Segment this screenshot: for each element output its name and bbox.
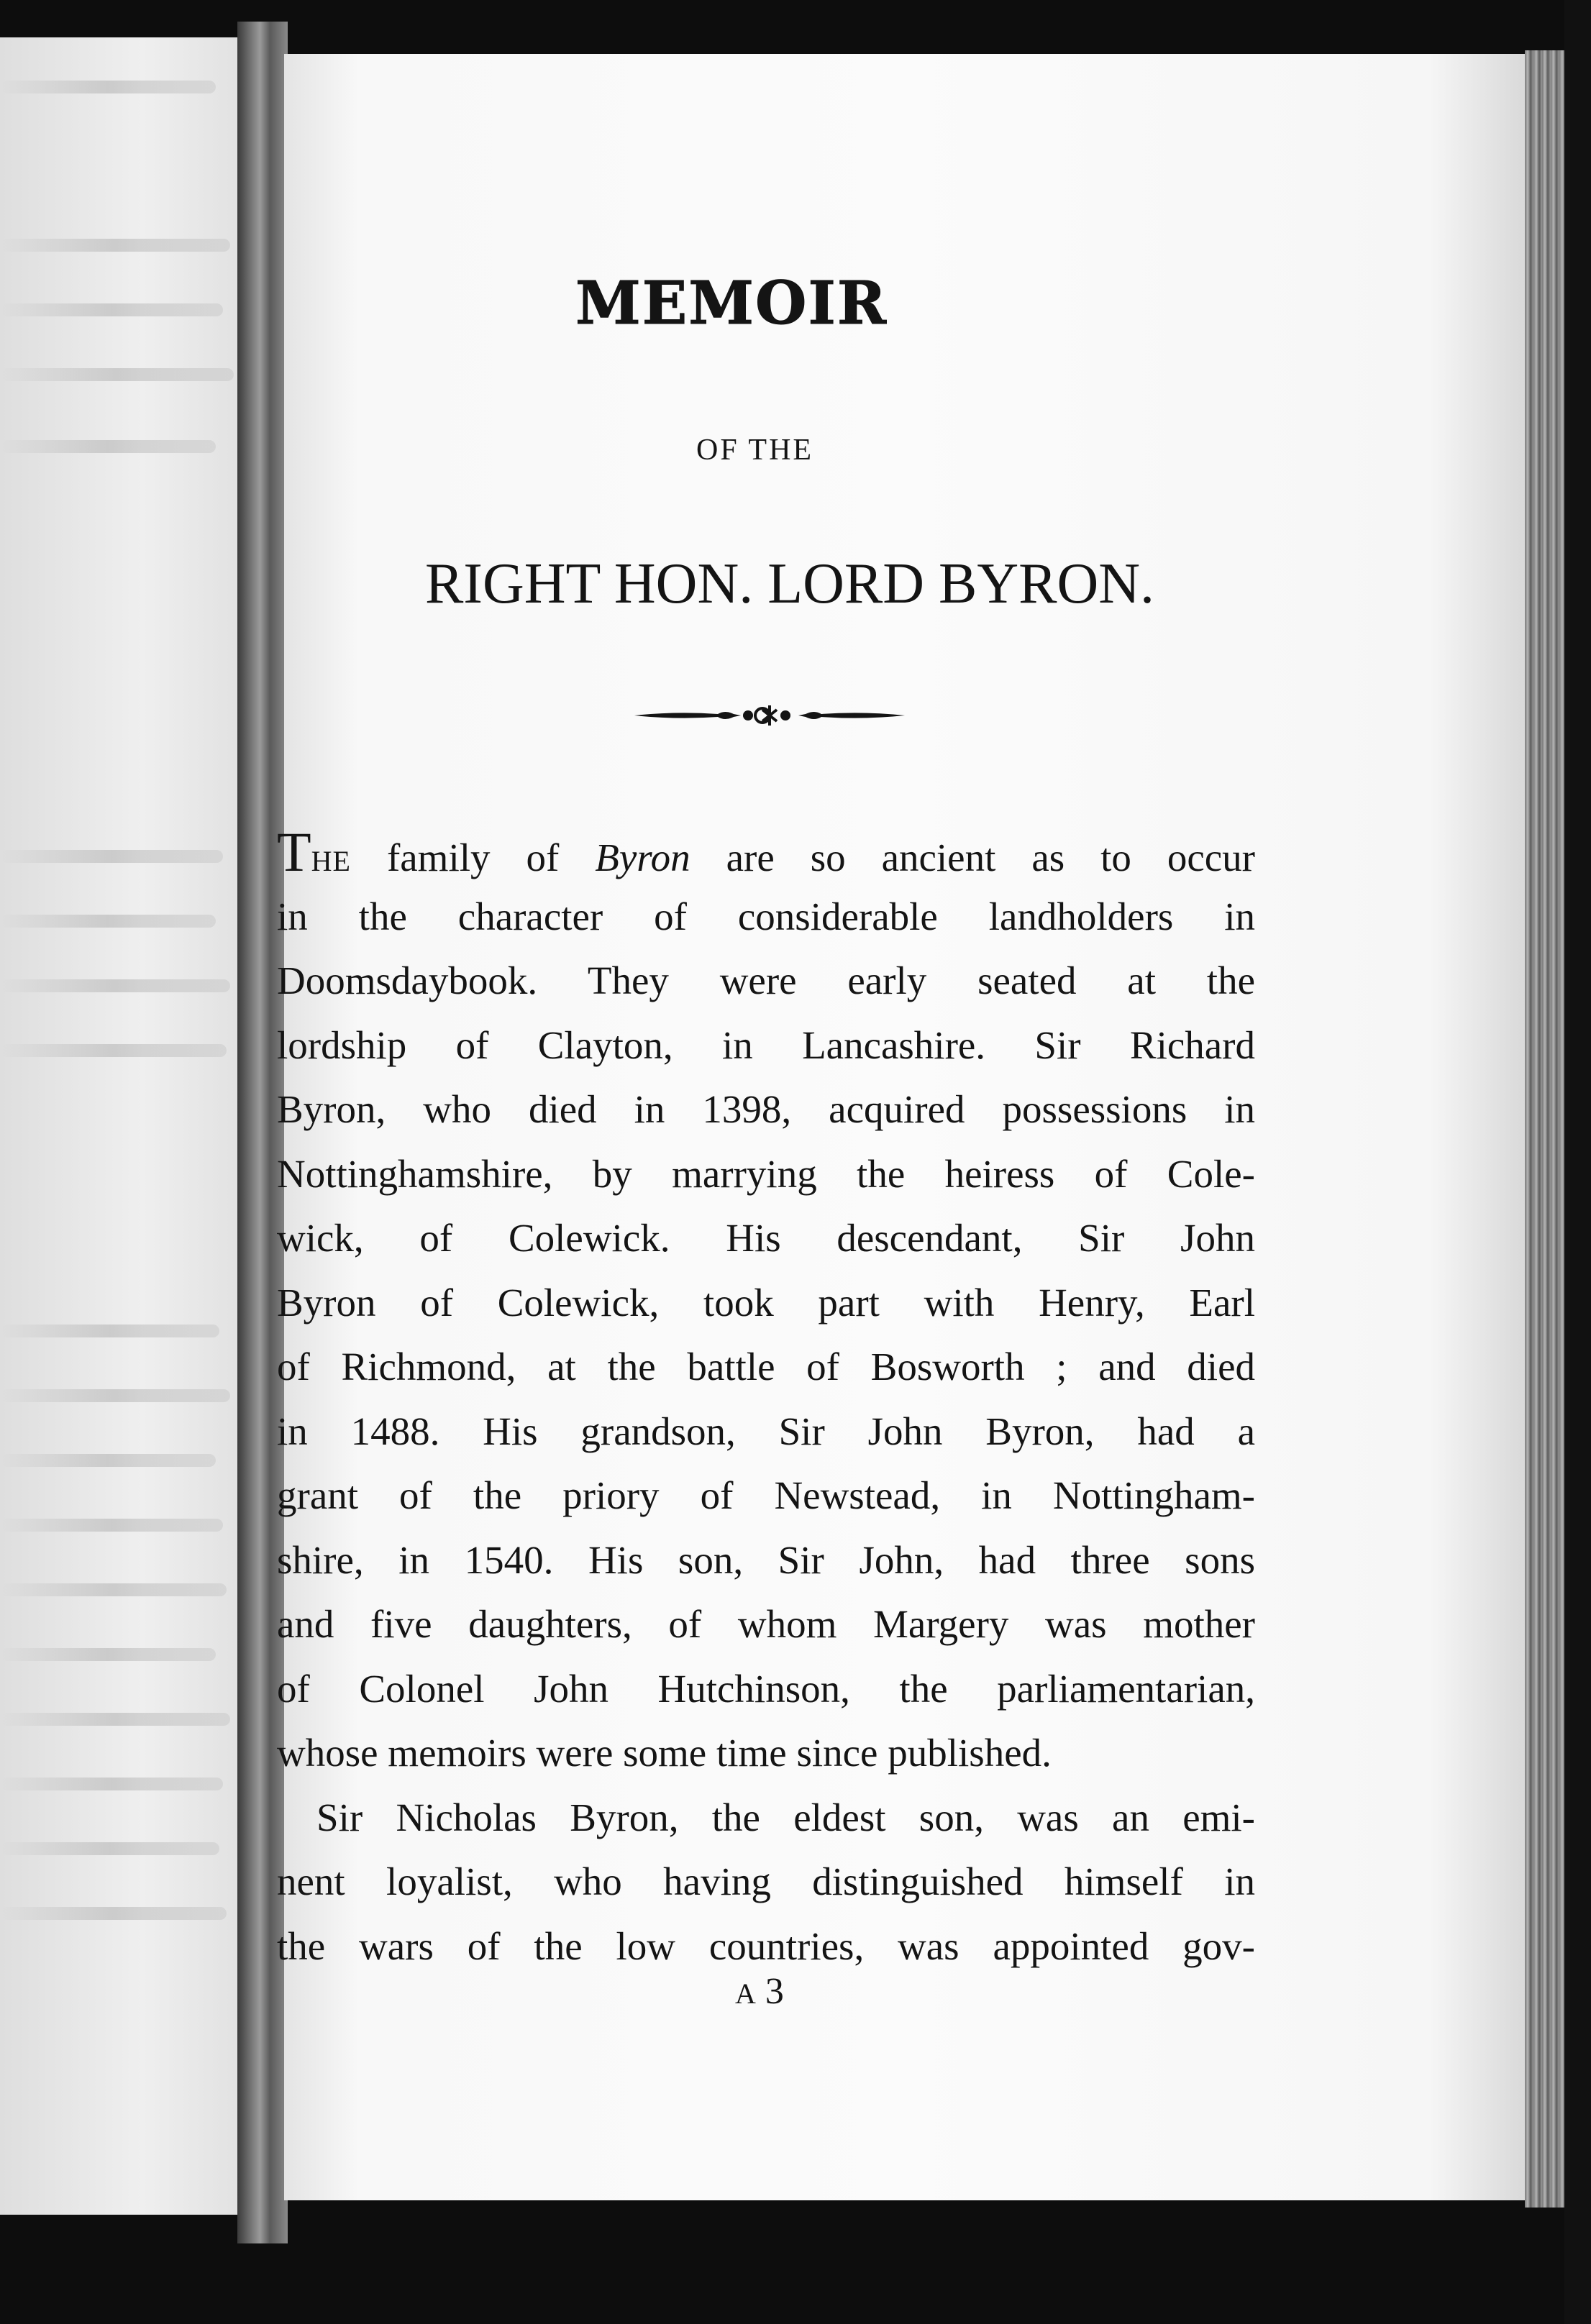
- text-line: shire, in 1540. His son, Sir John, had three sons: [277, 1537, 1255, 1582]
- text-line: [277, 820, 1255, 884]
- scan-border: [1564, 0, 1591, 2324]
- page-edges: [1525, 50, 1564, 2208]
- bleed-through-line: [0, 1648, 216, 1661]
- bleed-through-line: [0, 368, 234, 381]
- signature-number: 3: [765, 1971, 784, 2012]
- text-fragment: family of: [350, 836, 596, 879]
- signature-letter: A: [735, 1977, 756, 2010]
- body-text: [277, 820, 1255, 1978]
- facing-page: [0, 37, 237, 2215]
- text-line: Doomsdaybook. They were early seated at the: [277, 959, 1255, 1002]
- bleed-through-line: [0, 1389, 230, 1402]
- bleed-through-line: [0, 1583, 227, 1596]
- text-line: whose memoirs were some time since published.: [277, 1731, 1052, 1775]
- text-line: the wars of the low countries, was appointed gov-: [277, 1923, 1255, 1968]
- bleed-through-line: [0, 915, 216, 928]
- small-caps: HE: [311, 845, 351, 877]
- bleed-through-line: [0, 440, 216, 453]
- page-title: MEMOIR: [575, 269, 888, 338]
- bleed-through-line: [0, 1325, 219, 1337]
- bleed-through-line: [0, 1454, 216, 1467]
- page-subject: RIGHT HON. LORD BYRON.: [424, 552, 1155, 616]
- bleed-through-line: [0, 1044, 227, 1057]
- bleed-through-line: [0, 1842, 219, 1855]
- text-fragment: are so ancient as to occur: [690, 836, 1255, 879]
- bleed-through-line: [0, 1713, 230, 1726]
- drop-cap: T: [277, 820, 311, 883]
- text-line: of Colonel John Hutchinson, the parliamentarian,: [277, 1666, 1255, 1711]
- text-line: Sir Nicholas Byron, the eldest son, was an emi-: [316, 1795, 1255, 1839]
- bleed-through-line: [0, 1519, 223, 1532]
- text-line: nent loyalist, who having distinguished himself in: [277, 1859, 1255, 1903]
- bleed-through-line: [0, 1907, 227, 1920]
- text-line: lordship of Clayton, in Lancashire. Sir Richard: [277, 1023, 1255, 1067]
- bleed-through-line: [0, 850, 223, 863]
- page-subtitle: OF THE: [696, 434, 814, 467]
- text-line: wick, of Colewick. His descendant, Sir John: [277, 1216, 1255, 1260]
- text-line: Nottinghamshire, by marrying the heiress of Cole-: [277, 1151, 1255, 1196]
- text-line: in 1488. His grandson, Sir John Byron, had a: [277, 1409, 1255, 1453]
- bleed-through-line: [0, 239, 230, 252]
- text-line: in the character of considerable landholders in: [277, 894, 1255, 938]
- italic-name: Byron: [595, 836, 690, 879]
- ornament-divider-icon: [633, 701, 906, 730]
- bleed-through-line: [0, 979, 230, 992]
- text-line: of Richmond, at the battle of Bosworth ; and died: [277, 1345, 1255, 1389]
- text-line: grant of the priory of Newstead, in Nottingham-: [277, 1473, 1255, 1517]
- text-line: Byron, who died in 1398, acquired possessions in: [277, 1087, 1255, 1131]
- bleed-through-line: [0, 81, 216, 93]
- text-line: Byron of Colewick, took part with Henry, Earl: [277, 1280, 1255, 1325]
- bleed-through-line: [0, 303, 223, 316]
- text-line: and five daughters, of whom Margery was mother: [277, 1602, 1255, 1646]
- bleed-through-line: [0, 1778, 223, 1790]
- signature-mark: [735, 1970, 784, 2013]
